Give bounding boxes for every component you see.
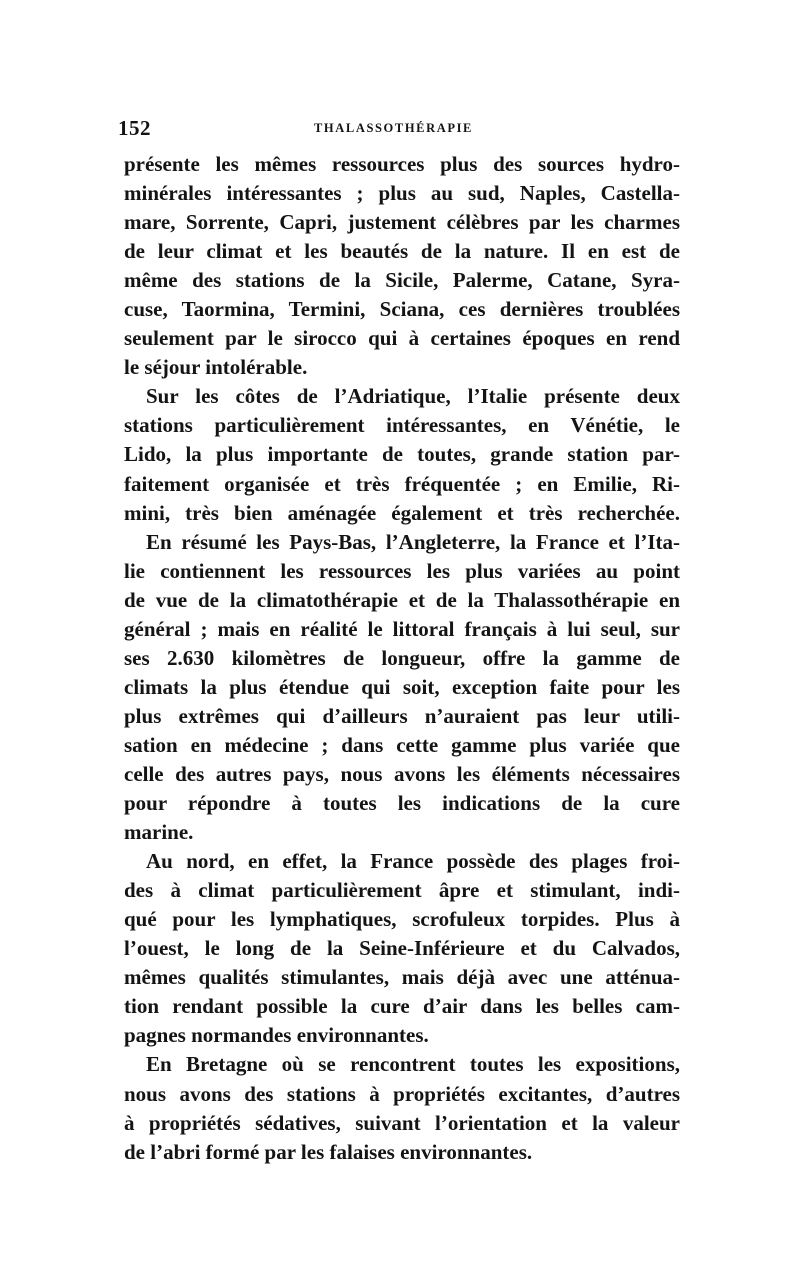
text-line: faitement organisée et très fréquentée ; en Emilie, Ri- — [124, 471, 680, 496]
text-line: En résumé les Pays-Bas, l’Angleterre, la France et l’Ita- — [146, 529, 680, 554]
text-line: nous avons des stations à propriétés excitantes, d’autres — [124, 1081, 680, 1106]
page-header — [118, 116, 678, 138]
text-line: l’ouest, le long de la Seine-Inférieure et du Calvados, — [124, 936, 680, 961]
text-line: plus extrêmes qui d’ailleurs n’auraient pas leur utili- — [124, 703, 680, 728]
text-line: Sur les côtes de l’Adriatique, l’Italie présente deux — [146, 384, 680, 409]
text-line: général ; mais en réalité le littoral français à lui seul, sur — [124, 616, 680, 641]
running-head: THALASSOTHÉRAPIE — [314, 121, 473, 135]
text-line: marine. — [124, 820, 194, 845]
text-line: mini, très bien aménagée également et très recherchée. — [124, 500, 680, 525]
text-line: des à climat particulièrement âpre et stimulant, indi- — [124, 878, 680, 903]
text-line: ses 2.630 kilomètres de longueur, offre la gamme de — [124, 645, 680, 670]
text-line: seulement par le sirocco qui à certaines époques en rend — [124, 326, 680, 351]
text-line: cuse, Taormina, Termini, Sciana, ces dernières troublées — [124, 297, 680, 322]
text-line: à propriétés sédatives, suivant l’orientation et la valeur — [124, 1110, 680, 1135]
text-line: stations particulièrement intéressantes, en Vénétie, le — [124, 413, 680, 438]
text-line: présente les mêmes ressources plus des sources hydro- — [124, 152, 680, 176]
text-line: de leur climat et les beautés de la nature. Il en est de — [124, 239, 680, 264]
text-line: climats la plus étendue qui soit, exception faite pour les — [124, 674, 680, 699]
text-line: de vue de la climatothérapie et de la Thalassothérapie en — [124, 587, 680, 612]
text-line: celle des autres pays, nous avons les éléments nécessaires — [124, 761, 680, 786]
text-line: mare, Sorrente, Capri, justement célèbres par les charmes — [124, 210, 680, 235]
text-line: tion rendant possible la cure d’air dans les belles cam- — [124, 994, 680, 1019]
text-line: sation en médecine ; dans cette gamme plus variée que — [124, 732, 680, 757]
text-line: de l’abri formé par les falaises environnantes. — [124, 1139, 533, 1164]
text-line: minérales intéressantes ; plus au sud, Naples, Castella- — [124, 181, 680, 206]
text-line: pagnes normandes environnantes. — [124, 1023, 429, 1048]
text-line: Au nord, en effet, la France possède des plages froi- — [146, 849, 680, 874]
page-number: 152 — [118, 116, 151, 140]
body-text — [124, 150, 680, 1167]
text-line: le séjour intolérable. — [124, 355, 308, 380]
text-line: Lido, la plus importante de toutes, grande station par- — [124, 442, 680, 467]
text-line: qué pour les lymphatiques, scrofuleux torpides. Plus à — [124, 907, 680, 932]
text-line: mêmes qualités stimulantes, mais déjà avec une atténua- — [124, 965, 680, 990]
text-line: pour répondre à toutes les indications de la cure — [124, 791, 680, 816]
text-line: même des stations de la Sicile, Palerme, Catane, Syra- — [124, 268, 680, 293]
text-line: lie contiennent les ressources les plus variées au point — [124, 558, 680, 583]
text-line: En Bretagne où se rencontrent toutes les expositions, — [146, 1052, 680, 1077]
